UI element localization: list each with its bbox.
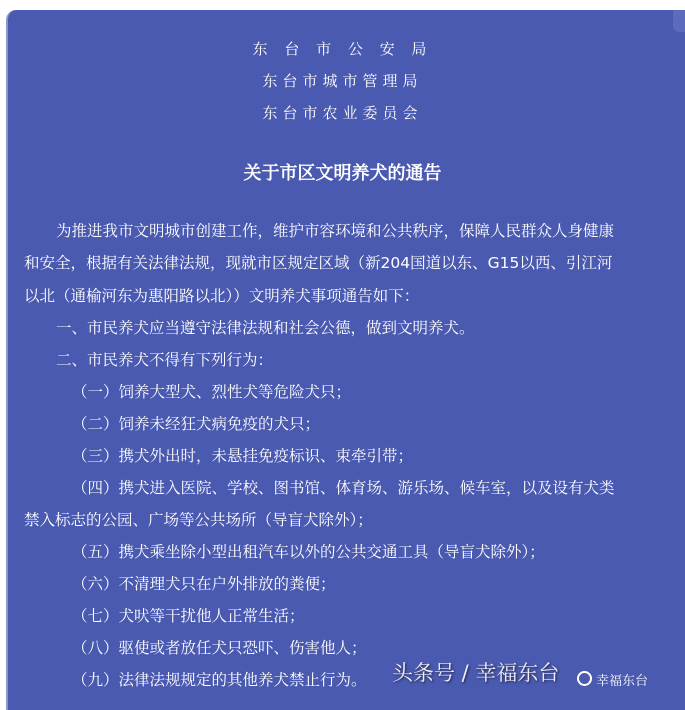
corner-fold bbox=[673, 10, 685, 32]
paragraph-line: 为推进我市文明城市创建工作，维护市容环境和公共秩序，保障人民群众人身健康 bbox=[56, 222, 615, 240]
paragraph-line: （二）饲养未经狂犬病免疫的犬只； bbox=[72, 415, 321, 433]
paragraph-line: （九）法律法规规定的其他养犬禁止行为。 bbox=[72, 671, 367, 689]
org-urban-management: 东台市城市管理局 bbox=[262, 72, 423, 90]
paragraph-line: 二、市民养犬不得有下列行为： bbox=[56, 351, 274, 369]
paragraph-line: （五）携犬乘坐除小型出租汽车以外的公共交通工具（导盲犬除外）； bbox=[72, 543, 545, 561]
watermark-main: 头条号 / 幸福东台 bbox=[392, 661, 560, 685]
watermark-small: 幸福东台 bbox=[596, 674, 649, 689]
paragraph-line: 禁入标志的公园、广场等公共场所（导盲犬除外）； bbox=[24, 511, 373, 529]
org-police: 东 台 市 公 安 局 bbox=[252, 40, 433, 58]
org-agriculture: 东台市农业委员会 bbox=[262, 104, 423, 122]
paragraph-line: （三）携犬外出时，未悬挂免疫标识、束牵引带； bbox=[72, 447, 414, 465]
paragraph-line: 一、市民养犬应当遵守法律法规和社会公德，做到文明养犬。 bbox=[56, 319, 475, 337]
paragraph-line: 和安全，根据有关法律法规，现就市区规定区域（新204国道以东、G15以西、引江河 bbox=[24, 254, 613, 272]
watermark-logo-icon bbox=[577, 671, 592, 686]
notice-title: 关于市区文明养犬的通告 bbox=[243, 163, 442, 184]
paragraph-line: （一）饲养大型犬、烈性犬等危险犬只； bbox=[72, 383, 352, 401]
paragraph-line: （七）犬吠等干扰他人正常生活； bbox=[72, 607, 305, 625]
paragraph-line: 以北（通榆河东为惠阳路以北））文明养犬事项通告如下： bbox=[24, 287, 420, 305]
paragraph-line: （四）携犬进入医院、学校、图书馆、体育场、游乐场、候车室，以及设有犬类 bbox=[72, 479, 615, 497]
paragraph-line: （六）不清理犬只在户外排放的粪便； bbox=[72, 575, 336, 593]
paragraph-line: （八）驱使或者放任犬只恐吓、伤害他人； bbox=[72, 639, 367, 657]
